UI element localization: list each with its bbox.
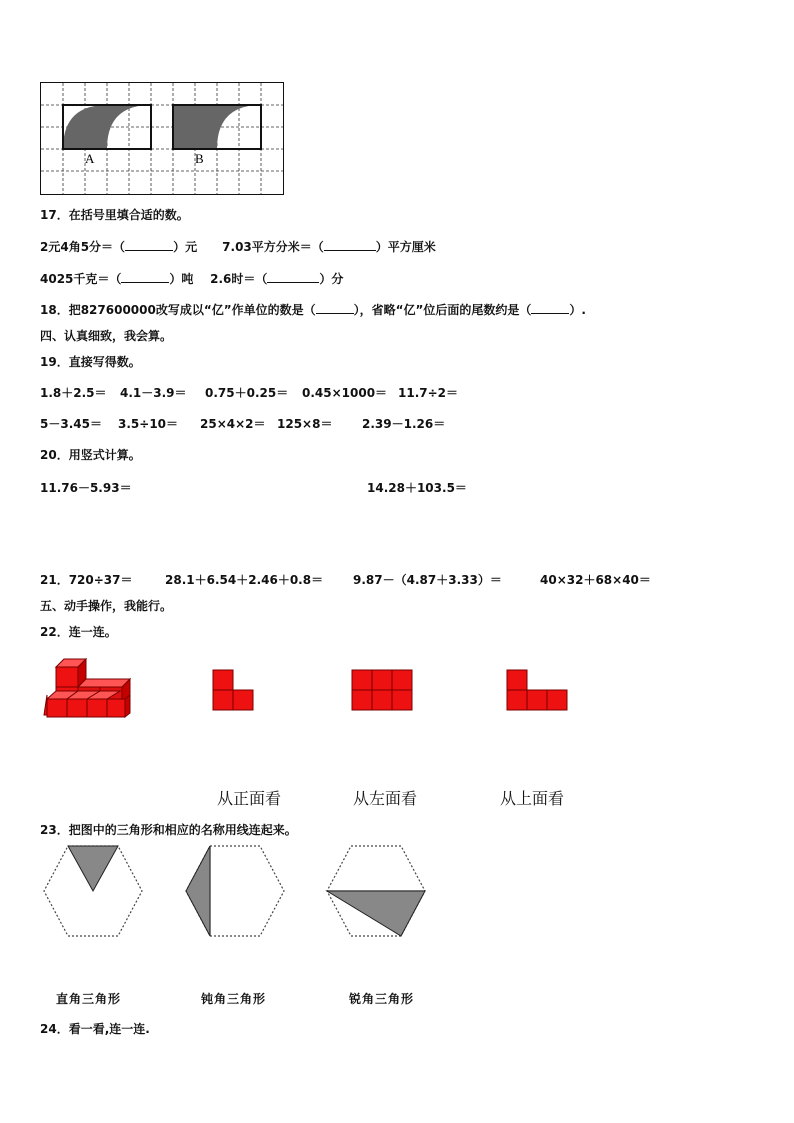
answer-blank[interactable]	[267, 271, 319, 283]
q17-row2: 4025千克＝（ ）吨 2.6时＝（ ）分	[40, 272, 344, 286]
section-4-heading: 四、认真细致，我会算。	[40, 329, 173, 343]
answer-blank[interactable]	[316, 302, 354, 314]
view-shape-rect-2x3	[351, 669, 413, 711]
grid-figure	[0, 0, 794, 200]
triangle-label-obtuse: 钝角三角形	[201, 992, 267, 1006]
q19-item: 1.8＋2.5＝	[40, 386, 107, 400]
triangle-shaded-2	[186, 846, 210, 936]
q20-title: 20．用竖式计算。	[40, 448, 141, 462]
triangle-shaded-1	[68, 846, 118, 891]
triangle-shaded-3	[327, 891, 425, 936]
q19-item: 3.5÷10＝	[118, 417, 179, 431]
q19-item: 0.45×1000＝	[302, 386, 388, 400]
hexagon-3	[325, 844, 435, 939]
q21-item: 40×32＋68×40＝	[540, 573, 651, 587]
label-a: A	[85, 151, 95, 166]
q19-item: 25×4×2＝	[200, 417, 266, 431]
cube-solid-3d	[44, 655, 134, 725]
q19-item: 11.7÷2＝	[398, 386, 459, 400]
q21-item: 28.1＋6.54＋2.46＋0.8＝	[165, 573, 324, 587]
view-label-left: 从左面看	[353, 789, 418, 808]
hexagon-2	[184, 844, 294, 939]
answer-blank[interactable]	[531, 302, 569, 314]
q22-title: 22．连一连。	[40, 625, 117, 639]
view-label-front: 从正面看	[217, 789, 282, 808]
q21-item: 9.87－（4.87＋3.33）＝	[353, 573, 502, 587]
label-b: B	[195, 151, 204, 166]
view-shape-l-small	[212, 669, 256, 711]
q19-item: 5－3.45＝	[40, 417, 102, 431]
answer-blank[interactable]	[121, 271, 169, 283]
q24-title: 24．看一看,连一连.	[40, 1022, 150, 1036]
hexagon-1	[42, 844, 152, 939]
triangle-label-right: 直角三角形	[56, 992, 122, 1006]
triangle-label-acute: 锐角三角形	[349, 992, 415, 1006]
q19-title: 19．直接写得数。	[40, 355, 141, 369]
view-shape-l-long	[506, 669, 568, 711]
section-5-heading: 五、动手操作，我能行。	[40, 599, 173, 613]
q19-item: 0.75＋0.25＝	[205, 386, 289, 400]
q17-title: 17．在括号里填合适的数。	[40, 208, 189, 222]
q23-title: 23．把图中的三角形和相应的名称用线连起来。	[40, 823, 297, 837]
q20-item: 11.76－5.93＝	[40, 481, 132, 495]
q19-item: 4.1－3.9＝	[120, 386, 187, 400]
q17-row1: 2元4角5分＝（ ）元 7.03平方分米＝（ ）平方厘米	[40, 240, 436, 254]
q19-item: 125×8＝	[277, 417, 333, 431]
q19-item: 2.39－1.26＝	[362, 417, 446, 431]
answer-blank[interactable]	[125, 239, 173, 251]
q18-line: 18．把827600000改写成以“亿”作单位的数是（ ），省略“亿”位后面的尾数约是（ ）.	[40, 303, 586, 317]
view-label-top: 从上面看	[500, 789, 565, 808]
q21-item: 21．720÷37＝	[40, 573, 133, 587]
answer-blank[interactable]	[324, 239, 376, 251]
q20-item: 14.28＋103.5＝	[367, 481, 467, 495]
